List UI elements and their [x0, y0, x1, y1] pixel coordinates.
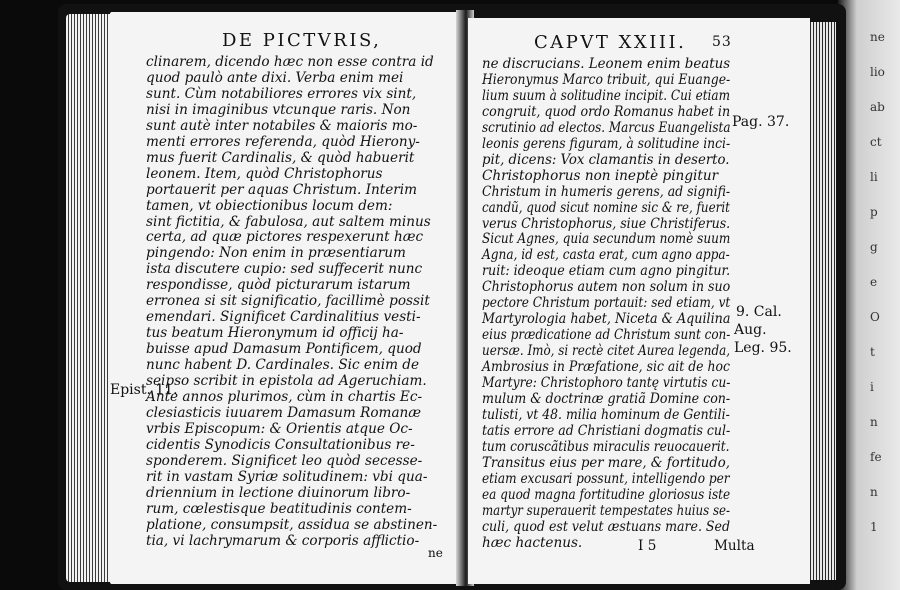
- background-surface: [838, 0, 900, 590]
- fragment-text: ct: [870, 135, 882, 149]
- fragment-text: lio: [870, 65, 885, 79]
- text-line: Christum in humeris gerens, ad signifi-: [482, 183, 731, 200]
- text-line: clesiasticis iuuarem Damasum Romanæ: [146, 404, 422, 421]
- text-line: martyr superauerit tempestates huius se-: [482, 502, 730, 519]
- signature-mark: I 5: [638, 538, 657, 554]
- text-line: nunc habent D. Cardinales. Sic enim de: [146, 357, 420, 374]
- text-line: ruit: ideoque etiam cum agno pingitur.: [482, 263, 731, 280]
- text-line: ista discutere cupio: sed suffecerit nunc: [146, 261, 423, 278]
- fragment-text: ne: [870, 30, 885, 44]
- fragment-text: ab: [870, 100, 885, 114]
- text-line: sunt. Cùm notabiliores errores vix sint,: [146, 85, 417, 102]
- text-line: congruit, quod ordo Romanus habet in: [482, 103, 731, 120]
- text-line: Christophorus non ineptè pingitur: [482, 167, 719, 184]
- page-number: 53: [712, 34, 732, 50]
- text-line: menti errores referenda, quòd Hierony-: [146, 133, 420, 150]
- fragment-text: O: [870, 310, 880, 324]
- margin-note-cal: 9. Cal.: [736, 304, 782, 320]
- text-line: vrbis Episcopum: & Orientis atque Oc-: [146, 420, 413, 437]
- margin-note-epist: Epist. 11.: [110, 382, 178, 398]
- fragment-text: p: [870, 205, 878, 219]
- text-line: nisi in imaginibus vtcunque raris. Non: [146, 101, 411, 118]
- fragment-text: fe: [870, 450, 882, 464]
- text-line: candũ, quod sicut nomine sic & re, fuerit: [482, 199, 730, 216]
- text-line: tia, vi lachrymarum & corporis afflictio-: [146, 532, 420, 549]
- text-line: sint fictitia, & fabulosa, aut saltem minus: [146, 213, 431, 230]
- fragment-text: li: [870, 170, 878, 184]
- fragment-text: 1: [870, 520, 878, 534]
- fragment-text: n: [870, 485, 878, 499]
- text-line: ne discrucians. Leonem enim beatus: [482, 56, 731, 72]
- text-line: Martyre: Christophoro tantę virtutis cu-: [482, 375, 731, 391]
- text-line: Transitus eius per mare, & fortitudo,: [482, 454, 730, 471]
- text-line: cidentis Synodicis Consultationibus re-: [146, 436, 415, 453]
- text-line: respondisse, quòd picturarum istarum: [146, 277, 411, 294]
- text-line: portauerit per aquas Christum. Interim: [146, 181, 418, 198]
- text-line: tum coruscãtibus miraculis reuocauerit.: [482, 438, 730, 455]
- text-line: mus fuerit Cardinalis, & quòd habuerit: [146, 149, 415, 166]
- text-line: platione, consumpsit, assidua se abstinen-: [146, 516, 438, 533]
- text-line: seipso scribit in epistola ad Ageruchiam.: [146, 373, 427, 389]
- text-line: sponderem. Significet leo quòd secesse-: [146, 452, 423, 469]
- text-line: Christophorus autem non solum in suo: [482, 279, 731, 296]
- text-line: clinarem, dicendo hæc non esse contra id: [146, 54, 434, 70]
- fragment-text: g: [870, 240, 878, 254]
- text-line: uersæ. Imò, si rectè citet Aurea legenda,: [482, 343, 731, 360]
- text-line: Agna, id est, casta erat, cum agno appa-: [482, 247, 730, 264]
- text-line: leonem. Item, quòd Christophorus: [146, 165, 383, 182]
- text-line: certa, ad quæ pictores respexerunt hæc: [146, 229, 424, 246]
- text-line: erronea si sit significatio, facillimè possit: [146, 293, 430, 310]
- text-line: Martyrologia habet, Niceta & Aquilina: [482, 311, 731, 328]
- text-line: sunt autè inter notabiles & maioris mo-: [146, 117, 418, 134]
- text-line: tus beatum Hieronymum id officij ha-: [146, 325, 404, 342]
- text-line: tamen, vt obiectionibus locum dem:: [146, 197, 393, 214]
- text-line: rum, cœlestisque beatitudinis contem-: [146, 500, 412, 517]
- text-line: Ambrosius in Præfatione, sic ait de hoc: [482, 359, 730, 376]
- text-line: buisse apud Damasum Pontificem, quod: [146, 341, 422, 358]
- text-line: tatis errore ad Christiani dogmatis cul-: [482, 422, 731, 439]
- text-line: pingendo: Non enim in præsentiarum: [146, 245, 406, 262]
- text-line: pit, dicens: Vox clamantis in deserto.: [482, 151, 730, 168]
- fragment-text: i: [870, 380, 874, 394]
- text-line: scrutinio ad electos. Marcus Euangelista: [482, 119, 731, 136]
- catchword-right: Multa: [714, 538, 755, 554]
- text-line: driennium in lectione diuinorum libro-: [146, 484, 411, 501]
- running-head-right: CAPVT XXIII.: [534, 32, 687, 53]
- text-line: rit in vastam Syriæ solitudinem: vbi qua-: [146, 468, 428, 485]
- margin-note-aug: Aug.: [734, 322, 767, 338]
- text-line: etiam excusari possunt, intelligendo per: [482, 470, 730, 487]
- text-line: culi, quod est velut æstuans mare. Sed: [482, 518, 731, 535]
- catchword-left: ne: [428, 546, 443, 560]
- fragment-text: t: [870, 345, 875, 359]
- text-line: verus Christophorus, siue Christiferus.: [482, 215, 731, 232]
- text-line: quod paulò ante dixi. Verba enim mei: [146, 69, 404, 86]
- text-line: leonis gerens figuram, à solitudine inci-: [482, 135, 731, 152]
- text-line: tulisti, vt 48. milia hominum de Gentili-: [482, 406, 730, 423]
- page-edges-left: [66, 14, 110, 582]
- text-line: eius prædicatione ad Christum sunt con-: [482, 327, 731, 344]
- text-line: mulum & doctrinæ gratiã Domine con-: [482, 390, 731, 407]
- left-page: [110, 12, 462, 584]
- margin-note-pag: Pag. 37.: [732, 114, 790, 130]
- text-line: Sicut Agnes, quia secundum nomè suum: [482, 231, 731, 248]
- text-line: pectore Christum portauit: sed etiam, vt: [482, 295, 731, 312]
- margin-note-leg: Leg. 95.: [734, 340, 792, 356]
- page-edges-right: [808, 22, 836, 580]
- text-line: Hieronymus Marco tribuit, qui Euange-: [482, 71, 731, 88]
- fragment-text: n: [870, 415, 878, 429]
- text-line: Ante annos plurimos, cùm in chartis Ec-: [146, 388, 423, 405]
- text-line: lium suum à solitudine incipit. Cui etiam: [482, 87, 731, 104]
- right-page: [468, 18, 810, 584]
- running-head-left: DE PICTVRIS,: [222, 30, 382, 51]
- text-line: ea quod magna fortitudine gloriosus iste: [482, 486, 731, 503]
- fragment-text: e: [870, 275, 878, 289]
- text-line: emendari. Significet Cardinalitius vesti-: [146, 309, 421, 326]
- text-line: hæc hactenus.: [482, 534, 583, 551]
